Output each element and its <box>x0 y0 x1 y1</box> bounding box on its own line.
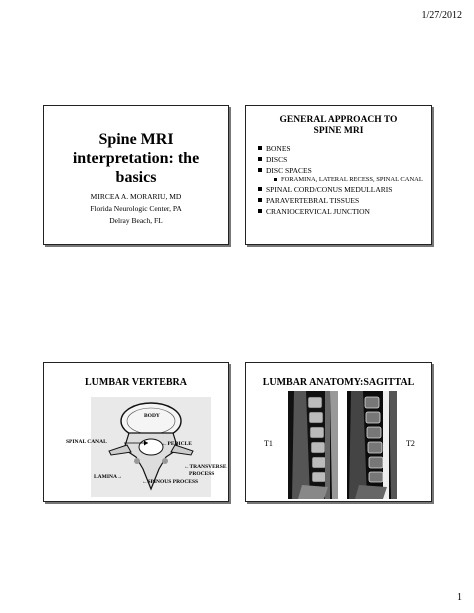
mri-t1-image <box>288 391 338 499</box>
page-number: 1 <box>457 592 462 603</box>
slide-general-approach[interactable] <box>245 105 432 245</box>
affiliation: Florida Neurologic Center, PA <box>90 204 182 213</box>
bullet-item: PARAVERTEBRAL TISSUES <box>258 195 425 206</box>
bullet-item: DISCS <box>258 154 425 165</box>
header-date: 1/27/2012 <box>421 10 462 21</box>
label-lamina: LAMINA→ <box>94 474 123 480</box>
location: Delray Beach, FL <box>109 216 163 225</box>
author-name: MIRCEA A. MORARIU, MD <box>90 192 182 201</box>
bullet-item <box>258 165 425 184</box>
bullet-item: SPINAL CORD/CONUS MEDULLARIS <box>258 184 425 195</box>
title-line-2: interpretation: the <box>72 150 200 167</box>
slide-general-approach-heading <box>246 115 431 137</box>
slide-lumbar-anatomy[interactable] <box>245 362 432 502</box>
label-t2: T2 <box>406 439 415 448</box>
mri-t2-image <box>347 391 397 499</box>
slide-lumbar-vertebra-heading: LUMBAR VERTEBRA <box>85 377 187 388</box>
label-spinal-canal: SPINAL CANAL <box>66 439 107 445</box>
slide-lumbar-anatomy-heading: LUMBAR ANATOMY:SAGITTAL <box>262 377 415 388</box>
arrow-spinal-canal <box>124 439 150 447</box>
bullet-list <box>246 143 431 217</box>
heading-line-2: SPINE MRI <box>313 126 364 136</box>
slide-title-subtitle <box>44 191 228 227</box>
label-body: BODY <box>144 413 160 419</box>
bullet-label: DISC SPACES <box>266 166 312 175</box>
label-pedicle: ←PEDICLE <box>162 441 192 447</box>
label-t1: T1 <box>264 439 273 448</box>
sub-bullet-list <box>266 176 425 184</box>
label-spinous-process: ←SPINOUS PROCESS <box>142 479 199 485</box>
title-line-1: Spine MRI <box>98 131 174 148</box>
sub-bullet-item: FORAMINA, LATERAL RECESS, SPINAL CANAL <box>274 176 425 184</box>
bullet-item: BONES <box>258 143 425 154</box>
slide-lumbar-vertebra[interactable] <box>43 362 229 502</box>
bullet-item: CRANIOCERVICAL JUNCTION <box>258 206 425 217</box>
title-line-3: basics <box>115 169 157 186</box>
heading-line-1: GENERAL APPROACH TO <box>279 115 398 125</box>
slide-title-heading <box>44 130 228 187</box>
slide-title[interactable] <box>43 105 229 245</box>
label-transverse-process: ←TRANSVERSE PROCESS <box>184 464 227 477</box>
